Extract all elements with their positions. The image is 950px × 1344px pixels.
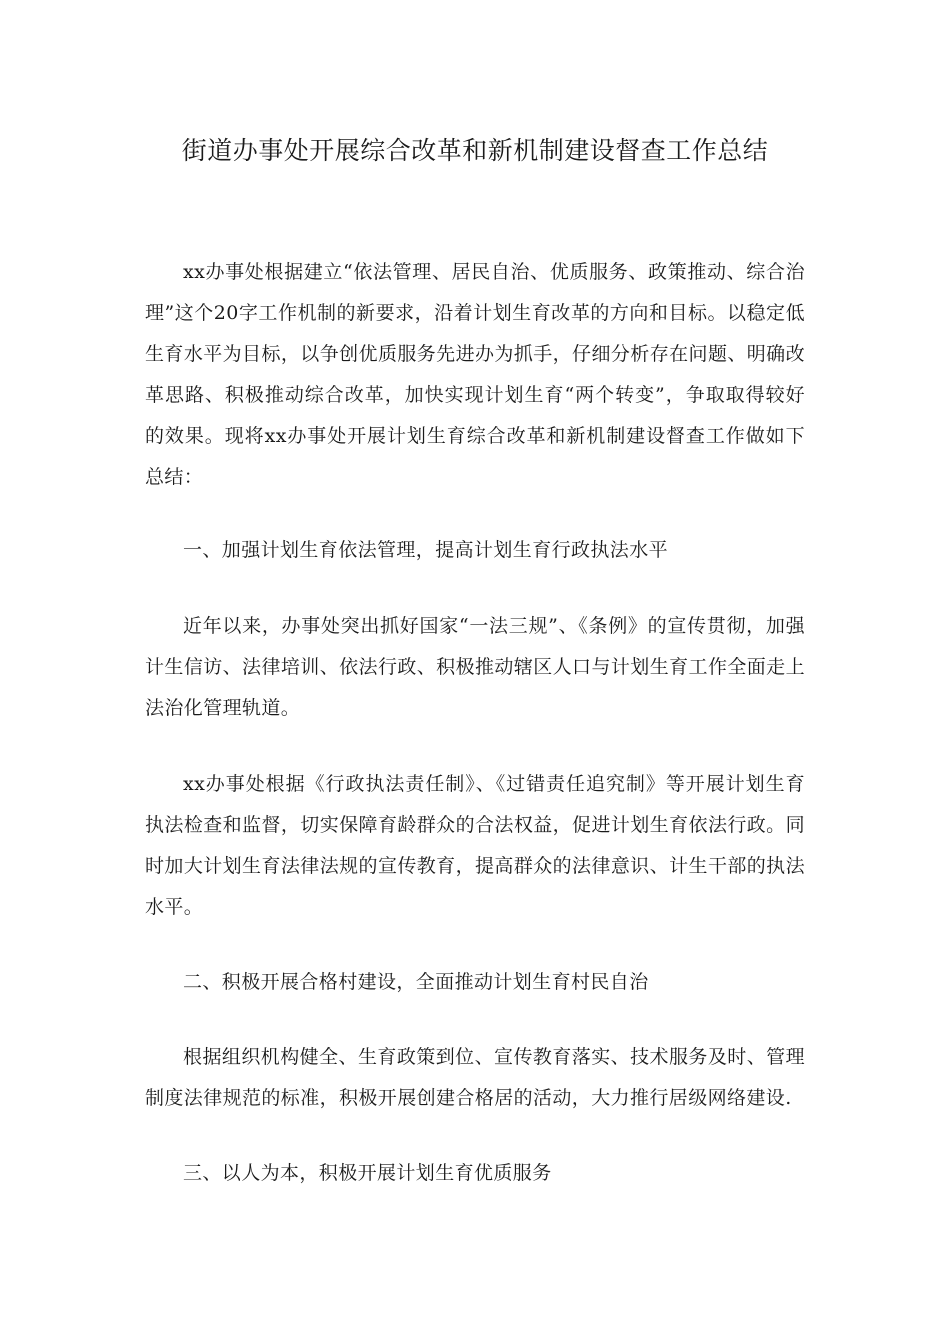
section-heading-2: 二、积极开展合格村建设，全面推动计划生育村民自治 bbox=[183, 971, 649, 993]
intro-paragraph: xx办事处根据建立“依法管理、居民自治、优质服务、政策推动、综合治理”这个20字工作机制的新要求，沿着计划生育改革的方向和目标。以稳定低生育水平为目标，以争创优质服务先进办为抓手，仔细分析存在问题、明确改革思路、积极推动综合改革，加快实现计划生育“两个转变”，争取取得较好的效果。现将xx办事处开展计划生育综合改革和新机制建设督查工作做如下总结： bbox=[145, 261, 805, 488]
section-1-paragraph-1: 近年以来，办事处突出抓好国家“一法三规”、《条例》的宣传贯彻，加强计生信访、法律培训、依法行政、积极推动辖区人口与计划生育工作全面走上法治化管理轨道。 bbox=[145, 615, 805, 719]
section-heading-1: 一、加强计划生育依法管理，提高计划生育行政执法水平 bbox=[183, 539, 669, 561]
section-2-paragraph-1: 根据组织机构健全、生育政策到位、宣传教育落实、技术服务及时、管理制度法律规范的标准，积极开展创建合格居的活动，大力推行居级网络建设. bbox=[145, 1046, 805, 1109]
document-title: 街道办事处开展综合改革和新机制建设督查工作总结 bbox=[181, 136, 769, 165]
section-1-paragraph-2: xx办事处根据《行政执法责任制》、《过错责任追究制》等开展计划生育执法检查和监督，切实保障育龄群众的合法权益，促进计划生育依法行政。同时加大计划生育法律法规的宣传教育，提高群众的法律意识、计生干部的执法水平。 bbox=[145, 773, 805, 918]
section-heading-3: 三、以人为本，积极开展计划生育优质服务 bbox=[183, 1162, 552, 1184]
